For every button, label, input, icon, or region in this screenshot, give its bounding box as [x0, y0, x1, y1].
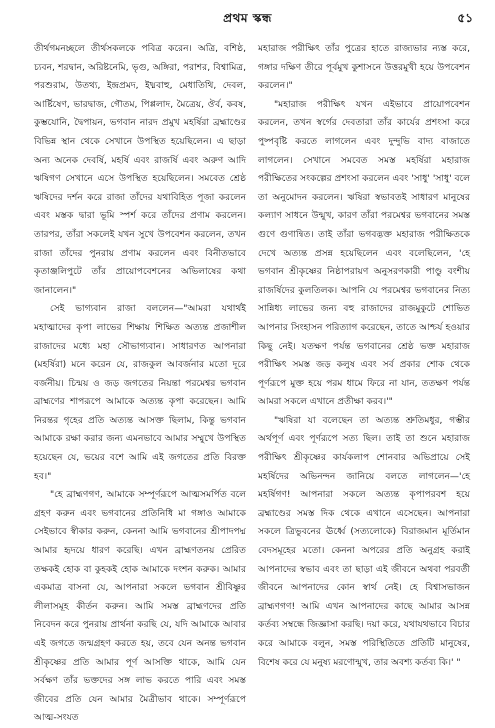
page-header	[0, 10, 495, 32]
paragraph: "মহারাজ পরীক্ষিৎ যখন এইভাবে প্রায়োপবেশন করলেন, তখন স্বর্গের দেবতারা তাঁর কার্যের প্রশংসা করে পুষ্পবৃষ্টি করতে লাগলেন এবং দুন্দুভি বাদ্য বাজাতে লাগলেন। সেখানে সমবেত সমস্ত মহর্ষিরা মহারাজ পরীক্ষিতের সংকল্পের প্রশংসা করলেন এবং 'সাধু' 'সাধু' বলে তা অনুমোদন করলেন। ঋষিরা স্বভাবতই সাধারণ মানুষের কল্যাণ সাধনে উন্মুখ, কারণ তাঁরা পরমেশ্বর ভগবানের সমস্ত গুণে গুণান্বিত। তাই তাঁরা ভগবদ্ভক্ত মহারাজ পরীক্ষিতকে দেখে অত্যন্ত প্রসন্ন হয়েছিলেন এবং বলেছিলেন, 'হে ভগবান শ্রীকৃষ্ণের নিষ্ঠাপরায়ণ অনুসরণকারী পাণ্ডু বংশীয় রাজর্ষিদের কুলতিলক। আপনি যে পরমেশ্বর ভগবানের নিত্য সান্নিধ্য লাভের জন্য বহু রাজাদের রাজমুকুটে শোভিত আপনার সিংহাসন পরিত্যাগ করেছেন, তাতে আশ্চর্য হওয়ার কিছু নেই। যতক্ষণ পর্যন্ত ভগবানের শ্রেষ্ঠ ভক্ত মহারাজ পরীক্ষিৎ সমস্ত জড় কলুষ এবং সর্ব প্রকার শোক থেকে পূর্ণরূপে মুক্ত হয়ে পরম ধামে ফিরে না যান, ততক্ষণ পর্যন্ত আমরা সকলে এখানে প্রতীক্ষা করব।'"	[258, 99, 470, 408]
page-number: ৫১	[457, 11, 473, 25]
paragraph: "ঋষিরা যা বলেছেন তা অত্যন্ত শ্রুতিমধুর, গম্ভীর অর্থপূর্ণ এবং পূর্ণরূপে সত্য ছিল। তাই তা শুনে মহারাজ পরীক্ষিৎ শ্রীকৃষ্ণের কার্যকলাপ শোনবার অভিপ্রায়ে সেই মহর্ষিদের অভিনন্দন জানিয়ে বলতে লাগলেন—'হে মহর্ষিগণ! আপনারা সকলে অত্যন্ত কৃপাপরবশ হয়ে ব্রহ্মাণ্ডের সমস্ত দিক থেকে এখানে এসেছেন। আপনারা সকলে ত্রিভুবনের ঊর্ধ্বে (সত্যলোকে) বিরাজমান মূর্তিমান বেদসমূহের মতো। কেননা অপরের প্রতি অনুগ্রহ করাই আপনাদের স্বভাব এবং তা ছাড়া এই জীবনে অথবা পরবর্তী জীবনে আপনাদের কোন স্বার্থ নেই। হে বিশ্বাসভাজন ব্রাহ্মণগণ! আমি এখন আপনাদের কাছে আমার আসন্ন কর্তব্য সম্বন্ধে জিজ্ঞাসা করছি। দয়া করে, যথাযথভাবে বিচার করে আমাকে বলুন, সমস্ত পরিস্থিতিতে প্রতিটি মানুষের, বিশেষ করে যে মনুষ্য মরণোন্মুখ, তার অবশ্য কর্তব্য কি।' "	[258, 415, 470, 668]
paragraph: "হে ব্রাহ্মণগণ, আমাকে সম্পূর্ণরূপে আত্মসমর্পিত বলে গ্রহণ করুন এবং ভগবানের প্রতিনিধি মা গঙ্গাও আমাকে সেইভাবে স্বীকার করুন, কেননা আমি ভগবানের শ্রীপাদপদ্ম আমার হৃদয়ে ধারণ করেছি। এখন ব্রাহ্মণতনয় প্রেরিত তক্ষকই হোক বা কুহকই হোক আমাকে দংশন করুক। আমার একমাত্র বাসনা যে, আপনারা সকলে ভগবান শ্রীবিষ্ণুর লীলাসমূহ কীর্তন করুন। আমি সমস্ত ব্রাহ্মণদের প্রতি নিবেদন করে পুনরায় প্রার্থনা করছি যে, যদি আমাকে আবার এই জগতে জন্মগ্রহণ করতে হয়, তবে যেন অনন্ত ভগবান শ্রীকৃষ্ণের প্রতি আমার পূর্ণ আসক্তি থাকে, আমি যেন সর্বক্ষণ তাঁর ভক্তদের সঙ্গ লাভ করতে পারি এবং সমস্ত জীবের প্রতি যেন আমার মৈত্রীভাব থাকে। সম্পূর্ণরূপে আত্ম-সংযত	[34, 490, 246, 724]
right-column	[258, 40, 470, 672]
paragraph: সেই ভাগ্যবান রাজা বললেন—"আমরা যথার্থই মহাত্মাদের কৃপা লাভের শিক্ষায় শিক্ষিত অত্যন্ত প্রজাশীল রাজাদের মধ্যে মহা সৌভাগ্যবান। সাধারণত আপনারা (মহর্ষিরা) মনে করেন যে, রাজকুল আবর্জনার মতো দূরে বর্জনীয়। চিন্ময় ও জড় জগতের নিয়ন্তা পরমেশ্বর ভগবান ব্রাহ্মণের শাপরূপে আমাকে অত্যন্ত কৃপা করেছেন। আমি নিরন্তর গৃহের প্রতি অত্যন্ত আসক্ত ছিলাম, কিন্তু ভগবান আমাকে রক্ষা করার জন্য এমনভাবে আমার সম্মুখে উপস্থিত হয়েছেন যে, ভয়ের বশে আমি এই জগতের প্রতি বিরক্ত হব।"	[34, 304, 246, 482]
running-head: প্রথম স্কন্ধ	[223, 11, 272, 25]
left-column	[34, 40, 246, 728]
paragraph: তীর্থগমনচ্ছলে তীর্থসকলকে পবিত্র করেন। অত্রি, বশিষ্ঠ, চ্যবন, শরদ্বান, অরিষ্টনেমি, ভৃগু, অঙ্গিরা, পরাশর, বিশ্বামিত্র, পরশুরাম, উতথ্য, ইন্দ্রপ্রমদ, ইধ্মবাহু, মেধাতিথি, দেবল, আর্ষ্টিষেণ, ভারদ্বাজ, গৌতম, পিপ্পলাদ, মৈত্রেয়, ঔর্ব, কবষ, কুম্ভযোনি, দ্বৈপায়ন, ভগবান নারদ প্রমুখ মহর্ষিরা ব্রহ্মাণ্ডের বিভিন্ন স্থান থেকে সেখানে উপস্থিত হয়েছিলেন। এ ছাড়া অন্য অনেক দেবর্ষি, মহর্ষি এবং রাজর্ষি এবং অরুণ আদি ঋষিগণ সেখানে এসে উপস্থিত হয়েছিলেন। সমবেত শ্রেষ্ঠ ঋষিদের দর্শন করে রাজা তাঁদের যথাবিহিত পূজা করলেন এবং মস্তক দ্বারা ভূমি স্পর্শ করে তাঁদের প্রণাম করলেন। তারপর, তাঁরা সকলেই যখন সুখে উপবেশন করলেন, তখন রাজা তাঁদের পুনরায় প্রণাম করলেন এবং বিনীতভাবে কৃতাঞ্জলিপুটে তাঁর প্রায়োপবেশনের অভিলাষের কথা জানালেন।"	[34, 44, 246, 296]
paragraph: মহারাজ পরীক্ষিৎ তাঁর পুত্রের হাতে রাজ্যভার ন্যস্ত করে, গঙ্গার দক্ষিণ তীরে পূর্বমুখ কুশাসনে উত্তরমুখী হয়ে উপবেশন করলেন।"	[258, 44, 470, 92]
